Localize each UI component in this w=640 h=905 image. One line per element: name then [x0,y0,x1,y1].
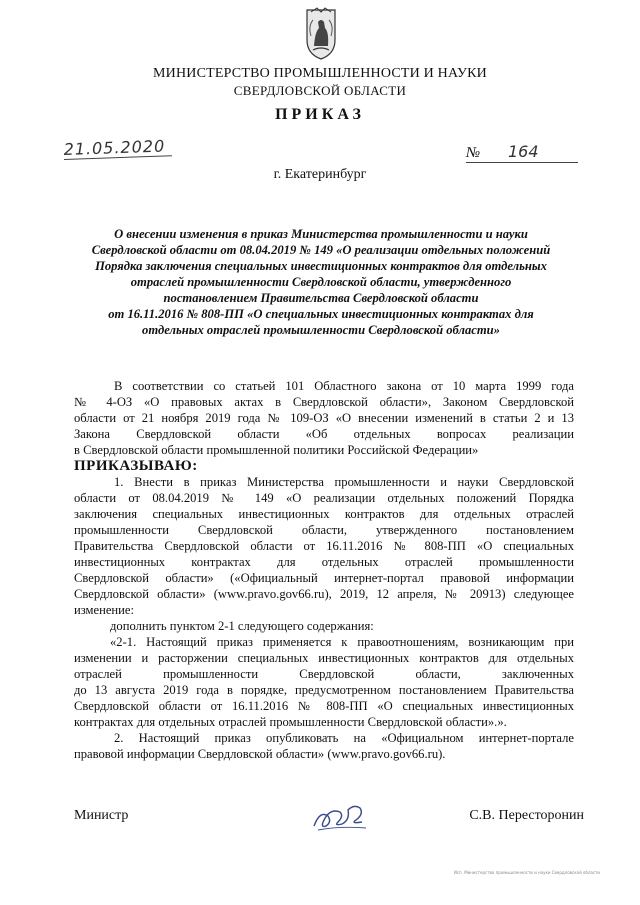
text-line: до 13 августа 2019 года в порядке, предусмотренном постановлением Правительства [74,683,574,697]
text-line: Свердловской области» (www.pravo.gov66.ru), 2019, 12 апреля, № 20913) следующее [74,587,574,601]
text-line: Закона Свердловской области «Об отдельных вопросах реализации [74,427,574,441]
order-subject [56,226,586,338]
subject-line: Свердловской области от 08.04.2019 № 149 «О реализации отдельных положений [91,243,551,257]
subject-line: отдельных отраслей промышленности Свердловской области» [142,323,500,337]
preamble-paragraph [74,378,574,458]
text-line: отраслей промышленности Свердловской области, заключенных [74,667,574,681]
subject-line: отраслей промышленности Свердловской области, утвержденного [130,275,512,289]
city-line: г. Екатеринбург [273,167,367,182]
handwritten-number: 164 [508,142,539,161]
text-line: Правительства Свердловской области от 16.11.2016 № 808-ПП «О специальных [74,539,574,553]
order-directive: ПРИКАЗЫВАЮ: [74,458,198,474]
subject-line: от 16.11.2016 № 808-ПП «О специальных инвестиционных контрактах для [108,307,534,321]
text-line: области от 21 ноября 2019 года № 109-ОЗ «О внесении изменений в статьи 2 и 13 [74,411,574,425]
text-line: № 4-ОЗ «О правовых актах в Свердловской области», Законом Свердловской [74,395,574,409]
supplement-intro: дополнить пунктом 2-1 следующего содержания: [110,619,374,633]
text-line: изменение: [74,603,134,617]
text-line: «2-1. Настоящий приказ применяется к правоотношениям, возникающим при [110,635,574,649]
order-body [74,378,574,762]
ministry-name-line1: МИНИСТЕРСТВО ПРОМЫШЛЕННОСТИ И НАУКИ [153,66,487,81]
signature-block [74,808,584,832]
text-line: В соответствии со статьей 101 Областного закона от 10 марта 1999 года [114,379,574,393]
signatory-position: Министр [74,808,129,823]
text-line: Свердловской области» («Официальный интернет-портал правовой информации [74,571,574,585]
text-line: в Свердловской области промышленной политики Российской Федерации» [74,443,479,457]
quoted-clause [74,634,574,730]
text-line: области от 08.04.2019 № 149 «О реализации отдельных положений Порядка [74,491,574,505]
text-line: промышленности Свердловской области, утвержденного постановлением [74,523,574,537]
text-line: 1. Внести в приказ Министерства промышленности и науки Свердловской [114,475,574,489]
handwritten-date: 21.05.2020 [63,136,172,160]
document-number [466,142,578,163]
text-line: изменении и расторжении специальных инвестиционных контрактов для отдельных [74,651,574,665]
ministry-name-line2: СВЕРДЛОВСКОЙ ОБЛАСТИ [233,83,407,98]
text-line: контрактах для отдельных отраслей промышленности Свердловской области».». [74,715,507,729]
number-sign: № [466,145,481,161]
subject-line: О внесении изменения в приказ Министерства промышленности и науки [114,227,528,241]
item-1-paragraph [74,474,574,618]
document-title: ПРИКАЗ [275,106,365,123]
text-line: правовой информации Свердловской области» (www.pravo.gov66.ru). [74,747,446,761]
signatory-name: С.В. Пересторонин [469,808,584,823]
text-line: инвестиционных контрактах для отдельных отраслей промышленности [74,555,574,569]
text-line: заключения специальных инвестиционных контрактов для отдельных отраслей [74,507,574,521]
subject-line: Порядка заключения специальных инвестиционных контрактов для отдельных [95,259,547,273]
text-line: 2. Настоящий приказ опубликовать на «Официальном интернет-портале [114,731,574,745]
text-line: Свердловской области от 16.11.2016 № 808-ПП «О специальных инвестиционных [74,699,574,713]
coat-of-arms-icon [301,6,341,62]
subject-line: постановлением Правительства Свердловской области [163,291,479,305]
footer-note: Исп. Министерство промышленности и науки Свердловской области [453,870,600,875]
item-2-paragraph [74,730,574,762]
